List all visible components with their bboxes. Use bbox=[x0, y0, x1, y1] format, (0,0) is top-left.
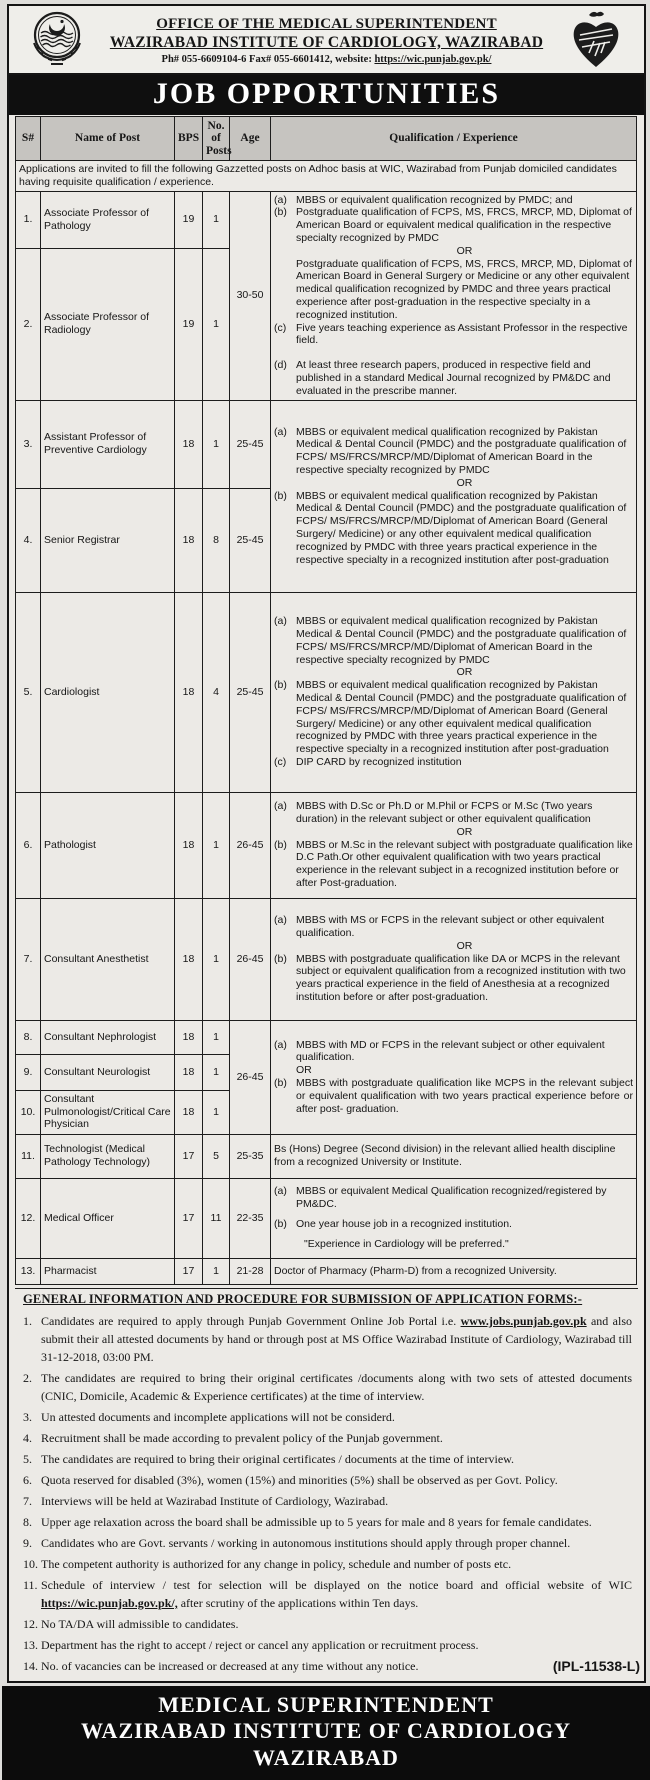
qual-text: MBBS with D.Sc or Ph.D or M.Phil or FCPS or M.Sc (Two years duration) in the relevant subject or other equivalent qualification bbox=[296, 800, 593, 826]
item-number: 11. bbox=[23, 1577, 38, 1592]
bps-cell: 18 bbox=[175, 792, 203, 898]
post-name: Associate Professor of Radiology bbox=[41, 248, 175, 400]
qual-or: OR bbox=[456, 939, 473, 952]
qual-text: One year house job in a recognized institution. bbox=[296, 1218, 512, 1231]
footer-institute: WAZIRABAD INSTITUTE OF CARDIOLOGY bbox=[81, 1718, 571, 1744]
posts-cell: 1 bbox=[203, 898, 230, 1020]
qual-text: MBBS with MS or FCPS in the relevant subject or other equivalent qualification. bbox=[296, 914, 605, 940]
list-item bbox=[17, 1555, 636, 1573]
qual-or: OR bbox=[296, 1064, 312, 1077]
post-sno: 4. bbox=[16, 488, 41, 592]
item-number: 12. bbox=[23, 1616, 38, 1631]
item-number: 3. bbox=[23, 1409, 32, 1424]
qualification-cell bbox=[271, 1020, 637, 1134]
age-cell: 26-45 bbox=[230, 792, 271, 898]
footer-banner bbox=[2, 1686, 650, 1780]
qual-label: (a) bbox=[274, 800, 287, 813]
bps-cell: 17 bbox=[175, 1134, 203, 1178]
footer-title: MEDICAL SUPERINTENDENT bbox=[158, 1691, 494, 1717]
qual-label: (a) bbox=[274, 193, 287, 206]
qual-label: (a) bbox=[274, 914, 287, 927]
list-item bbox=[17, 1408, 636, 1426]
item-text: No. of vacancies can be increased or decreased at any time without any notice. bbox=[41, 1658, 419, 1673]
table-row bbox=[16, 191, 637, 248]
item-text: The candidates are required to bring their original certificates / documents at the time of interview. bbox=[41, 1451, 515, 1466]
list-item bbox=[17, 1450, 636, 1468]
post-sno: 3. bbox=[16, 400, 41, 488]
qualification-cell bbox=[271, 1134, 637, 1178]
post-sno: 12. bbox=[16, 1178, 41, 1258]
age-cell: 21-28 bbox=[230, 1258, 271, 1284]
qual-text: DIP CARD by recognized institution bbox=[296, 756, 462, 769]
posts-cell: 1 bbox=[203, 191, 230, 248]
item-text-part: Candidates are required to apply through Punjab Government Online Job Portal i.e. bbox=[41, 1313, 461, 1328]
age-cell: 26-45 bbox=[230, 1020, 271, 1134]
post-name: Cardiologist bbox=[41, 592, 175, 792]
list-item bbox=[17, 1513, 636, 1531]
bps-cell: 17 bbox=[175, 1178, 203, 1258]
qual-text: MBBS or equivalent medical qualification recognized by Pakistan Medical & Dental Council (PMDC) and the postgraduate qualification of FCPS/ MS/FRCS/MRCP/MD/Diplomat of American Board (General Surgery/ Medicine) or any other equivalent medical qualification recognized by PMDC with three years practical experience in the respective specialty in a recognized institution after post-graduation bbox=[296, 489, 627, 566]
post-name: Consultant Anesthetist bbox=[41, 898, 175, 1020]
post-name: Pharmacist bbox=[41, 1258, 175, 1284]
item-number: 7. bbox=[23, 1493, 32, 1508]
qualification-cell bbox=[271, 191, 637, 400]
item-number: 13. bbox=[23, 1637, 38, 1652]
qual-or: OR bbox=[456, 666, 473, 679]
list-item bbox=[17, 1429, 636, 1447]
bps-cell: 19 bbox=[175, 248, 203, 400]
qualification-cell bbox=[271, 400, 637, 592]
post-sno: 2. bbox=[16, 248, 41, 400]
bps-cell: 19 bbox=[175, 191, 203, 248]
qual-label: (c) bbox=[274, 321, 287, 334]
post-name: Pathologist bbox=[41, 792, 175, 898]
bps-cell: 18 bbox=[175, 898, 203, 1020]
bps-cell: 18 bbox=[175, 1020, 203, 1054]
list-item bbox=[17, 1369, 636, 1405]
qual-text: MBBS or equivalent medical qualification recognized by Pakistan Medical & Dental Council (PMDC) and the postgraduate qualification of FCPS/ MS/FRCS/MRCP/MD/Diplomat of American Board in the respective specialty recognized by PMDC bbox=[296, 615, 627, 666]
qual-label: (b) bbox=[274, 1077, 287, 1090]
bps-cell: 18 bbox=[175, 592, 203, 792]
item-text bbox=[41, 1576, 636, 1612]
masthead bbox=[9, 6, 644, 73]
qual-text: At least three research papers, produced in respective field and published in a standard Medical Journal recognized by PM&DC and evaluated in the prescribe manner. bbox=[296, 359, 611, 397]
age-cell: 25-45 bbox=[230, 592, 271, 792]
qual-text: Bs (Hons) Degree (Second division) in the relevant allied health discipline from a recognized University or Institute. bbox=[274, 1143, 616, 1169]
table-row bbox=[16, 898, 637, 1020]
age-cell: 25-45 bbox=[230, 400, 271, 488]
qual-label: (a) bbox=[274, 615, 287, 628]
table-row bbox=[16, 1020, 637, 1054]
institute-title: WAZIRABAD INSTITUTE OF CARDIOLOGY, WAZIRABAD bbox=[109, 33, 544, 51]
wic-heart-logo-icon bbox=[550, 9, 642, 71]
item-number: 14. bbox=[23, 1658, 38, 1673]
qual-or: OR bbox=[456, 244, 473, 257]
posts-table bbox=[15, 116, 637, 1285]
wic-website-link[interactable]: https://wic.punjab.gov.pk/, bbox=[41, 1595, 178, 1610]
qual-text: Postgraduate qualification of FCPS, MS, FRCS, MRCP, MD, Diplomat of American Board or equivalent medical qualification in the respective specialty recognized by PMDC bbox=[296, 206, 632, 244]
item-text-part: after scrutiny of the applications within Ten days. bbox=[177, 1595, 419, 1610]
qual-label: (a) bbox=[274, 425, 287, 438]
table-row bbox=[16, 792, 637, 898]
qual-label: (a) bbox=[274, 1185, 287, 1198]
post-sno: 8. bbox=[16, 1020, 41, 1054]
item-text: The candidates are required to bring their original certificates /documents along with two sets of attested documents (CNIC, Domicile, Academic & Experience certificates) at the time of interview. bbox=[41, 1370, 632, 1403]
post-sno: 6. bbox=[16, 792, 41, 898]
posts-cell: 1 bbox=[203, 1054, 230, 1090]
table-row bbox=[16, 1178, 637, 1258]
post-name: Consultant Neurologist bbox=[41, 1054, 175, 1090]
qual-text: Five years teaching experience as Assistant Professor in the respective field. bbox=[296, 321, 628, 347]
header-qualification: Qualification / Experience bbox=[271, 117, 637, 161]
general-information-section bbox=[9, 1285, 644, 1681]
post-name: Consultant Pulmonologist/Critical Care Physician bbox=[41, 1090, 175, 1134]
item-text: Quota reserved for disabled (3%), women (15%) and minorities (5%) shall be observed as per Govt. Policy. bbox=[41, 1472, 558, 1487]
list-item bbox=[17, 1615, 636, 1633]
item-number: 9. bbox=[23, 1535, 32, 1550]
age-cell: 25-35 bbox=[230, 1134, 271, 1178]
qual-text: MBBS or equivalent Medical Qualification recognized/registered by PM&DC. bbox=[296, 1185, 607, 1211]
post-sno: 5. bbox=[16, 592, 41, 792]
qual-text: MBBS with postgraduate qualification like DA or MCPS in the relevant subject or equivalent qualification from a recognized institution with two years practical experience in the field of Anesthesia at a recognized institution before or after post-graduation. bbox=[296, 952, 626, 1004]
qual-label: (b) bbox=[274, 489, 287, 502]
item-text-part: Schedule of interview / test for selection will be displayed on the notice board and official website of WIC bbox=[41, 1577, 632, 1592]
qual-label: (b) bbox=[274, 679, 287, 692]
qualification-cell bbox=[271, 792, 637, 898]
qual-label: (b) bbox=[274, 838, 287, 851]
item-text: Upper age relaxation across the board shall be admissible up to 5 years for male and 8 years for female candidates. bbox=[41, 1514, 592, 1529]
item-number: 5. bbox=[23, 1451, 32, 1466]
punjab-government-logo-icon bbox=[11, 9, 103, 71]
qualification-cell bbox=[271, 1258, 637, 1284]
post-sno: 9. bbox=[16, 1054, 41, 1090]
general-info-heading: GENERAL INFORMATION AND PROCEDURE FOR SUBMISSION OF APPLICATION FORMS:- bbox=[15, 1288, 638, 1309]
list-item bbox=[17, 1534, 636, 1552]
qual-or: OR bbox=[456, 825, 473, 838]
qual-label: (b) bbox=[274, 206, 287, 219]
list-item bbox=[17, 1636, 636, 1654]
qual-text: MBBS or equivalent medical qualification recognized by Pakistan Medical & Dental Council (PMDC) and the postgraduate qualification of FCPS/ MS/FRCS/MRCP/MD/Diplomat of American Board in the respective specialty recognized by PMDC bbox=[296, 425, 627, 477]
footer-city: WAZIRABAD bbox=[253, 1745, 399, 1771]
bps-cell: 17 bbox=[175, 1258, 203, 1284]
post-sno: 11. bbox=[16, 1134, 41, 1178]
posts-cell: 1 bbox=[203, 792, 230, 898]
posts-cell: 1 bbox=[203, 248, 230, 400]
post-sno: 10. bbox=[16, 1090, 41, 1134]
qual-label: (b) bbox=[274, 1218, 287, 1231]
jobs-portal-link[interactable]: www.jobs.punjab.gov.pk bbox=[460, 1313, 587, 1328]
list-item bbox=[17, 1471, 636, 1489]
qual-text: MBBS or equivalent medical qualification recognized by Pakistan Medical & Dental Council (PMDC) and the postgraduate qualification of FCPS/ MS/FRCS/MRCP/MD/Diplomat of American Board (General Surgery/ Medicine) or any other equivalent medical qualification recognized by PMDC with three years practical experience in the respective specialty in a recognized institution after post-graduation bbox=[296, 679, 627, 756]
qual-text: Postgraduate qualification of FCPS, MS, FRCS, MRCP, MD, Diplomat of American Board in General Surgery or Medicine or any other equivalent medical qualification recognized by PMDC and three years practical experience after post-graduation in the respective specialty in a recognized institution. bbox=[296, 257, 632, 321]
list-item bbox=[17, 1657, 640, 1675]
item-text: The competent authority is authorized for any change in policy, schedule and number of posts etc. bbox=[41, 1556, 512, 1571]
post-name: Associate Professor of Pathology bbox=[41, 191, 175, 248]
table-row bbox=[16, 400, 637, 488]
posts-cell: 1 bbox=[203, 1090, 230, 1134]
qualification-cell bbox=[271, 898, 637, 1020]
qual-text: MBBS or equivalent qualification recognized by PMDC; and bbox=[296, 193, 573, 206]
header-bps: BPS bbox=[175, 117, 203, 161]
item-text: Department has the right to accept / reject or cancel any application or recruitment process. bbox=[41, 1637, 479, 1652]
item-number: 6. bbox=[23, 1472, 32, 1487]
age-cell: 25-45 bbox=[230, 488, 271, 592]
age-cell: 30-50 bbox=[230, 191, 271, 400]
item-number: 1. bbox=[23, 1313, 32, 1328]
header-name: Name of Post bbox=[41, 117, 175, 161]
item-text: Un attested documents and incomplete applications will not be considerd. bbox=[41, 1409, 395, 1424]
list-item bbox=[17, 1312, 636, 1366]
qualification-cell bbox=[271, 592, 637, 792]
posts-cell: 4 bbox=[203, 592, 230, 792]
qual-text: MBBS or M.Sc in the relevant subject with postgraduate qualification like D.C Path.Or other equivalent qualification with two years practical experience in the relevant subject in a recognized institution before or after Post-graduation. bbox=[296, 838, 633, 890]
item-text: No TA/DA will admissible to candidates. bbox=[41, 1616, 239, 1631]
age-cell: 26-45 bbox=[230, 898, 271, 1020]
item-text-part: and also submit their all attested documents by hand or through post at MS Office Wazirabad Institute of Cardiology, Wazirabad till 31-12-2018, 03:00 PM. bbox=[41, 1313, 632, 1364]
item-number: 10. bbox=[23, 1556, 38, 1571]
header-posts: No. of Posts bbox=[203, 117, 230, 161]
posts-cell: 1 bbox=[203, 1020, 230, 1054]
bps-cell: 18 bbox=[175, 488, 203, 592]
website-link[interactable]: https://wic.punjab.gov.pk/ bbox=[374, 53, 492, 65]
table-row bbox=[16, 1258, 637, 1284]
header-age: Age bbox=[230, 117, 271, 161]
qual-text: MBBS with postgraduate qualification like MCPS in the relevant subject or equivalent qualification with two years practical experience before or after post- graduation. bbox=[296, 1077, 633, 1115]
post-name: Senior Registrar bbox=[41, 488, 175, 592]
ipl-reference-code: (IPL-11538-L) bbox=[551, 1656, 642, 1677]
posts-cell: 8 bbox=[203, 488, 230, 592]
post-name: Assistant Professor of Preventive Cardiology bbox=[41, 400, 175, 488]
item-text: Candidates who are Govt. servants / working in autonomous institutions should apply through proper channel. bbox=[41, 1535, 571, 1550]
item-number: 4. bbox=[23, 1430, 32, 1445]
list-item bbox=[17, 1492, 636, 1510]
qual-text: Doctor of Pharmacy (Pharm-D) from a recognized University. bbox=[274, 1264, 557, 1277]
posts-cell: 1 bbox=[203, 1258, 230, 1284]
applications-note: Applications are invited to fill the following Gazzetted posts on Adhoc basis at WIC, Wazirabad from Punjab domiciled candidates having requisite qualification / experience. bbox=[16, 161, 637, 192]
post-name: Medical Officer bbox=[41, 1178, 175, 1258]
job-advertisement bbox=[7, 4, 646, 1683]
phone-fax-text: Ph# 055-6609104-6 Fax# 055-6601412, website: bbox=[161, 53, 375, 65]
item-text bbox=[41, 1312, 636, 1366]
header-sno: S# bbox=[16, 117, 41, 161]
qualification-cell bbox=[271, 1178, 637, 1258]
office-title: OFFICE OF THE MEDICAL SUPERINTENDENT bbox=[156, 15, 497, 32]
qual-or: OR bbox=[456, 476, 473, 489]
table-row bbox=[16, 1134, 637, 1178]
qual-label: (c) bbox=[274, 756, 287, 769]
age-cell: 22-35 bbox=[230, 1178, 271, 1258]
qual-note: "Experience in Cardiology will be preferred." bbox=[304, 1237, 509, 1250]
bps-cell: 18 bbox=[175, 1054, 203, 1090]
contact-line bbox=[103, 54, 550, 65]
post-sno: 13. bbox=[16, 1258, 41, 1284]
item-text: Recruitment shall be made according to prevalent policy of the Punjab government. bbox=[41, 1430, 443, 1445]
job-opportunities-banner: JOB OPPORTUNITIES bbox=[9, 73, 644, 115]
qual-text: MBBS with MD or FCPS in the relevant subject or other equivalent qualification. bbox=[296, 1038, 605, 1064]
posts-cell: 11 bbox=[203, 1178, 230, 1258]
qual-label: (d) bbox=[274, 359, 287, 372]
post-sno: 1. bbox=[16, 191, 41, 248]
qual-label: (a) bbox=[274, 1038, 287, 1051]
qual-label: (b) bbox=[274, 952, 287, 965]
posts-cell: 1 bbox=[203, 400, 230, 488]
bps-cell: 18 bbox=[175, 1090, 203, 1134]
post-name: Consultant Nephrologist bbox=[41, 1020, 175, 1054]
item-text: Interviews will be held at Wazirabad Institute of Cardiology, Wazirabad. bbox=[41, 1493, 389, 1508]
item-number: 2. bbox=[23, 1370, 32, 1385]
post-name: Technologist (Medical Pathology Technology) bbox=[41, 1134, 175, 1178]
item-number: 8. bbox=[23, 1514, 32, 1529]
bps-cell: 18 bbox=[175, 400, 203, 488]
table-row bbox=[16, 592, 637, 792]
post-sno: 7. bbox=[16, 898, 41, 1020]
list-item bbox=[17, 1576, 636, 1612]
posts-cell: 5 bbox=[203, 1134, 230, 1178]
